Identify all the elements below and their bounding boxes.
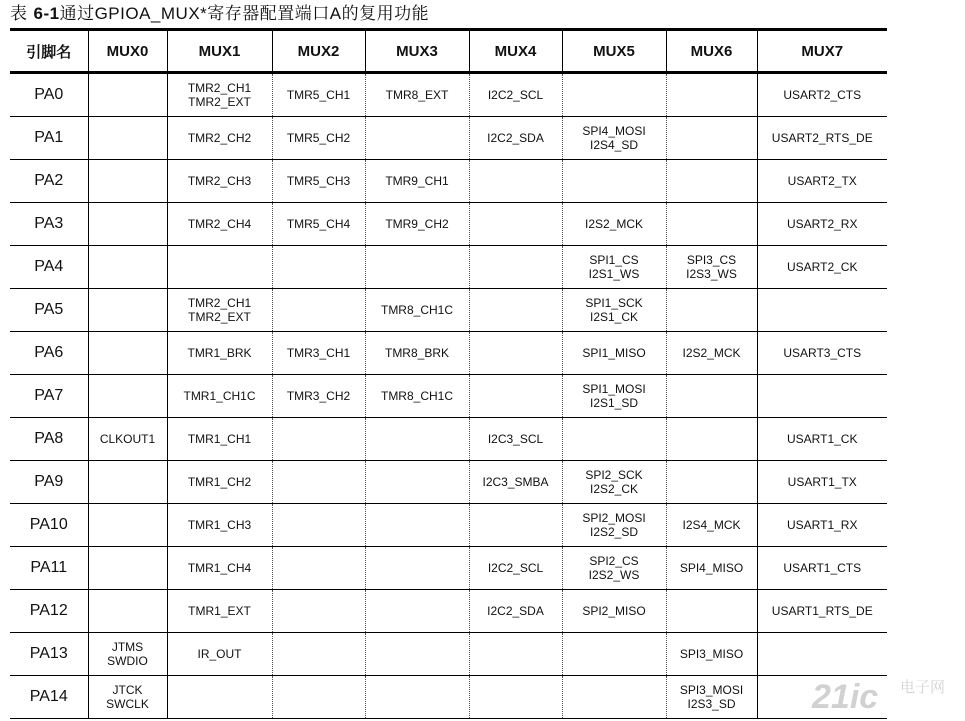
mux3-cell bbox=[365, 676, 469, 719]
mux0-cell bbox=[88, 375, 167, 418]
pin-name-cell: PA8 bbox=[10, 418, 88, 461]
mux4-cell bbox=[469, 203, 562, 246]
mux7-cell: USART1_TX bbox=[757, 461, 887, 504]
mux7-cell: USART2_CK bbox=[757, 246, 887, 289]
mux0-cell bbox=[88, 73, 167, 117]
mux6-cell bbox=[666, 203, 757, 246]
mux-table-container bbox=[10, 28, 887, 719]
mux4-cell bbox=[469, 246, 562, 289]
mux4-cell: I2C2_SCL bbox=[469, 547, 562, 590]
table-body bbox=[10, 73, 887, 719]
mux2-cell: TMR5_CH1 bbox=[272, 73, 365, 117]
mux7-cell: USART3_CTS bbox=[757, 332, 887, 375]
mux5-cell bbox=[562, 547, 666, 590]
mux7-cell bbox=[757, 289, 887, 332]
cell-line: TMR2_CH1 bbox=[187, 81, 252, 95]
table-row bbox=[10, 633, 887, 676]
mux2-cell bbox=[272, 633, 365, 676]
mux4-cell: I2C2_SDA bbox=[469, 117, 562, 160]
header-mux0: MUX0 bbox=[88, 30, 167, 73]
mux2-cell bbox=[272, 590, 365, 633]
mux3-cell bbox=[365, 504, 469, 547]
mux2-cell bbox=[272, 504, 365, 547]
mux4-cell: I2C3_SMBA bbox=[469, 461, 562, 504]
mux1-cell: TMR1_CH1 bbox=[167, 418, 272, 461]
table-row bbox=[10, 246, 887, 289]
cell-line: SWDIO bbox=[107, 654, 148, 668]
mux1-cell: IR_OUT bbox=[167, 633, 272, 676]
cell-line: SWCLK bbox=[106, 697, 149, 711]
table-row bbox=[10, 73, 887, 117]
pin-name-cell: PA2 bbox=[10, 160, 88, 203]
cell-line: SPI2_CS bbox=[589, 554, 639, 568]
caption-number: 6-1 bbox=[33, 4, 60, 23]
mux1-cell: TMR2_CH4 bbox=[167, 203, 272, 246]
mux4-cell bbox=[469, 504, 562, 547]
mux7-cell: USART1_RX bbox=[757, 504, 887, 547]
table-header-row bbox=[10, 30, 887, 73]
mux0-cell bbox=[88, 332, 167, 375]
mux3-cell: TMR8_EXT bbox=[365, 73, 469, 117]
mux3-cell: TMR9_CH1 bbox=[365, 160, 469, 203]
mux2-cell bbox=[272, 246, 365, 289]
mux4-cell: I2C2_SCL bbox=[469, 73, 562, 117]
caption-title: 通过GPIOA_MUX*寄存器配置端口A的复用功能 bbox=[59, 4, 430, 23]
mux1-cell bbox=[167, 246, 272, 289]
mux1-cell: TMR2_CH3 bbox=[167, 160, 272, 203]
mux1-cell: TMR1_EXT bbox=[167, 590, 272, 633]
mux5-cell bbox=[562, 633, 666, 676]
pin-name-cell: PA5 bbox=[10, 289, 88, 332]
mux7-cell: USART2_RTS_DE bbox=[757, 117, 887, 160]
mux3-cell bbox=[365, 418, 469, 461]
cell-line: JTMS bbox=[111, 640, 144, 654]
mux2-cell: TMR5_CH3 bbox=[272, 160, 365, 203]
cell-line: SPI3_CS bbox=[686, 253, 737, 267]
mux7-cell bbox=[757, 375, 887, 418]
mux5-cell: SPI2_MISO bbox=[562, 590, 666, 633]
pin-name-cell: PA12 bbox=[10, 590, 88, 633]
mux6-cell: SPI4_MISO bbox=[666, 547, 757, 590]
mux1-cell: TMR1_BRK bbox=[167, 332, 272, 375]
mux6-cell bbox=[666, 676, 757, 719]
svg-text:21ic: 21ic bbox=[812, 678, 879, 716]
cell-line: I2S3_WS bbox=[686, 267, 737, 281]
gpioa-mux-table bbox=[10, 28, 887, 719]
mux0-cell bbox=[88, 246, 167, 289]
table-caption bbox=[10, 2, 429, 26]
table-row bbox=[10, 289, 887, 332]
cell-line: I2S2_WS bbox=[588, 568, 640, 582]
mux7-cell: USART1_CTS bbox=[757, 547, 887, 590]
header-pin-name: 引脚名 bbox=[10, 30, 88, 73]
table-row bbox=[10, 203, 887, 246]
mux5-cell bbox=[562, 117, 666, 160]
cell-line: SPI1_CS bbox=[589, 253, 639, 267]
mux5-cell bbox=[562, 418, 666, 461]
cell-line: SPI4_MOSI bbox=[582, 124, 646, 138]
mux1-cell: TMR1_CH1C bbox=[167, 375, 272, 418]
mux5-cell bbox=[562, 289, 666, 332]
mux3-cell bbox=[365, 590, 469, 633]
mux0-cell bbox=[88, 289, 167, 332]
caption-prefix: 表 bbox=[10, 4, 28, 23]
mux6-cell bbox=[666, 117, 757, 160]
mux2-cell: TMR3_CH2 bbox=[272, 375, 365, 418]
mux3-cell: TMR8_CH1C bbox=[365, 375, 469, 418]
mux3-cell bbox=[365, 246, 469, 289]
mux1-cell: TMR2_CH2 bbox=[167, 117, 272, 160]
mux3-cell: TMR8_CH1C bbox=[365, 289, 469, 332]
mux6-cell: I2S4_MCK bbox=[666, 504, 757, 547]
mux6-cell bbox=[666, 160, 757, 203]
mux7-cell: USART2_CTS bbox=[757, 73, 887, 117]
mux7-cell: USART2_RX bbox=[757, 203, 887, 246]
mux7-cell bbox=[757, 633, 887, 676]
mux7-cell: USART2_TX bbox=[757, 160, 887, 203]
mux1-cell: TMR1_CH3 bbox=[167, 504, 272, 547]
header-mux1: MUX1 bbox=[167, 30, 272, 73]
mux2-cell: TMR3_CH1 bbox=[272, 332, 365, 375]
mux6-cell bbox=[666, 418, 757, 461]
mux1-cell bbox=[167, 289, 272, 332]
table-row bbox=[10, 590, 887, 633]
mux5-cell: SPI1_MISO bbox=[562, 332, 666, 375]
mux6-cell bbox=[666, 289, 757, 332]
mux0-cell bbox=[88, 504, 167, 547]
mux5-cell bbox=[562, 461, 666, 504]
table-row bbox=[10, 332, 887, 375]
mux5-cell bbox=[562, 375, 666, 418]
mux1-cell: TMR1_CH2 bbox=[167, 461, 272, 504]
cell-line: TMR2_EXT bbox=[188, 310, 251, 324]
table-row bbox=[10, 160, 887, 203]
pin-name-cell: PA14 bbox=[10, 676, 88, 719]
svg-text:电子网: 电子网 bbox=[900, 678, 946, 696]
mux6-cell bbox=[666, 246, 757, 289]
cell-line: SPI1_MOSI bbox=[582, 382, 646, 396]
21ic-logo-icon bbox=[810, 672, 960, 716]
mux1-cell bbox=[167, 73, 272, 117]
mux2-cell: TMR5_CH4 bbox=[272, 203, 365, 246]
mux4-cell bbox=[469, 160, 562, 203]
mux1-cell: TMR1_CH4 bbox=[167, 547, 272, 590]
mux5-cell bbox=[562, 73, 666, 117]
mux5-cell: I2S2_MCK bbox=[562, 203, 666, 246]
cell-line: I2S1_WS bbox=[588, 267, 640, 281]
mux0-cell bbox=[88, 160, 167, 203]
mux6-cell: I2S2_MCK bbox=[666, 332, 757, 375]
pin-name-cell: PA11 bbox=[10, 547, 88, 590]
mux2-cell bbox=[272, 461, 365, 504]
mux4-cell bbox=[469, 676, 562, 719]
header-mux6: MUX6 bbox=[666, 30, 757, 73]
table-row bbox=[10, 117, 887, 160]
header-mux3: MUX3 bbox=[365, 30, 469, 73]
mux3-cell bbox=[365, 633, 469, 676]
mux3-cell bbox=[365, 117, 469, 160]
header-mux2: MUX2 bbox=[272, 30, 365, 73]
mux0-cell bbox=[88, 117, 167, 160]
mux0-cell bbox=[88, 461, 167, 504]
pin-name-cell: PA9 bbox=[10, 461, 88, 504]
cell-line: SPI1_SCK bbox=[585, 296, 643, 310]
mux0-cell bbox=[88, 590, 167, 633]
cell-line: SPI2_MOSI bbox=[582, 511, 646, 525]
pin-name-cell: PA3 bbox=[10, 203, 88, 246]
mux3-cell: TMR9_CH2 bbox=[365, 203, 469, 246]
mux2-cell: TMR5_CH2 bbox=[272, 117, 365, 160]
mux2-cell bbox=[272, 676, 365, 719]
mux0-cell bbox=[88, 547, 167, 590]
mux4-cell bbox=[469, 332, 562, 375]
mux2-cell bbox=[272, 418, 365, 461]
watermark-logo bbox=[810, 672, 960, 716]
table-row bbox=[10, 504, 887, 547]
pin-name-cell: PA1 bbox=[10, 117, 88, 160]
cell-line: TMR2_EXT bbox=[188, 95, 251, 109]
cell-line: JTCK bbox=[112, 683, 143, 697]
cell-line: I2S4_SD bbox=[589, 138, 639, 152]
table-row bbox=[10, 676, 887, 719]
mux0-cell bbox=[88, 676, 167, 719]
cell-line: I2S2_CK bbox=[589, 482, 639, 496]
pin-name-cell: PA4 bbox=[10, 246, 88, 289]
header-mux7: MUX7 bbox=[757, 30, 887, 73]
mux5-cell bbox=[562, 676, 666, 719]
cell-line: I2S2_SD bbox=[589, 525, 639, 539]
mux3-cell: TMR8_BRK bbox=[365, 332, 469, 375]
pin-name-cell: PA10 bbox=[10, 504, 88, 547]
mux2-cell bbox=[272, 289, 365, 332]
mux4-cell: I2C2_SDA bbox=[469, 590, 562, 633]
cell-line: I2S1_CK bbox=[589, 310, 639, 324]
mux4-cell bbox=[469, 289, 562, 332]
pin-name-cell: PA7 bbox=[10, 375, 88, 418]
mux7-cell: USART1_CK bbox=[757, 418, 887, 461]
mux4-cell bbox=[469, 633, 562, 676]
table-row bbox=[10, 461, 887, 504]
cell-line: I2S3_SD bbox=[687, 697, 736, 711]
mux3-cell bbox=[365, 461, 469, 504]
mux0-cell bbox=[88, 633, 167, 676]
cell-line: TMR2_CH1 bbox=[187, 296, 252, 310]
pin-name-cell: PA13 bbox=[10, 633, 88, 676]
cell-line: SPI2_SCK bbox=[585, 468, 643, 482]
mux5-cell bbox=[562, 246, 666, 289]
mux5-cell bbox=[562, 504, 666, 547]
mux6-cell bbox=[666, 73, 757, 117]
mux0-cell bbox=[88, 203, 167, 246]
mux3-cell bbox=[365, 547, 469, 590]
mux1-cell bbox=[167, 676, 272, 719]
mux4-cell bbox=[469, 375, 562, 418]
header-mux4: MUX4 bbox=[469, 30, 562, 73]
pin-name-cell: PA0 bbox=[10, 73, 88, 117]
mux2-cell bbox=[272, 547, 365, 590]
table-row bbox=[10, 547, 887, 590]
mux6-cell bbox=[666, 590, 757, 633]
mux6-cell: SPI3_MISO bbox=[666, 633, 757, 676]
mux0-cell: CLKOUT1 bbox=[88, 418, 167, 461]
mux5-cell bbox=[562, 160, 666, 203]
header-mux5: MUX5 bbox=[562, 30, 666, 73]
cell-line: I2S1_SD bbox=[589, 396, 639, 410]
cell-line: SPI3_MOSI bbox=[679, 683, 744, 697]
table-row bbox=[10, 418, 887, 461]
mux4-cell: I2C3_SCL bbox=[469, 418, 562, 461]
mux6-cell bbox=[666, 375, 757, 418]
mux7-cell: USART1_RTS_DE bbox=[757, 590, 887, 633]
mux6-cell bbox=[666, 461, 757, 504]
pin-name-cell: PA6 bbox=[10, 332, 88, 375]
table-row bbox=[10, 375, 887, 418]
